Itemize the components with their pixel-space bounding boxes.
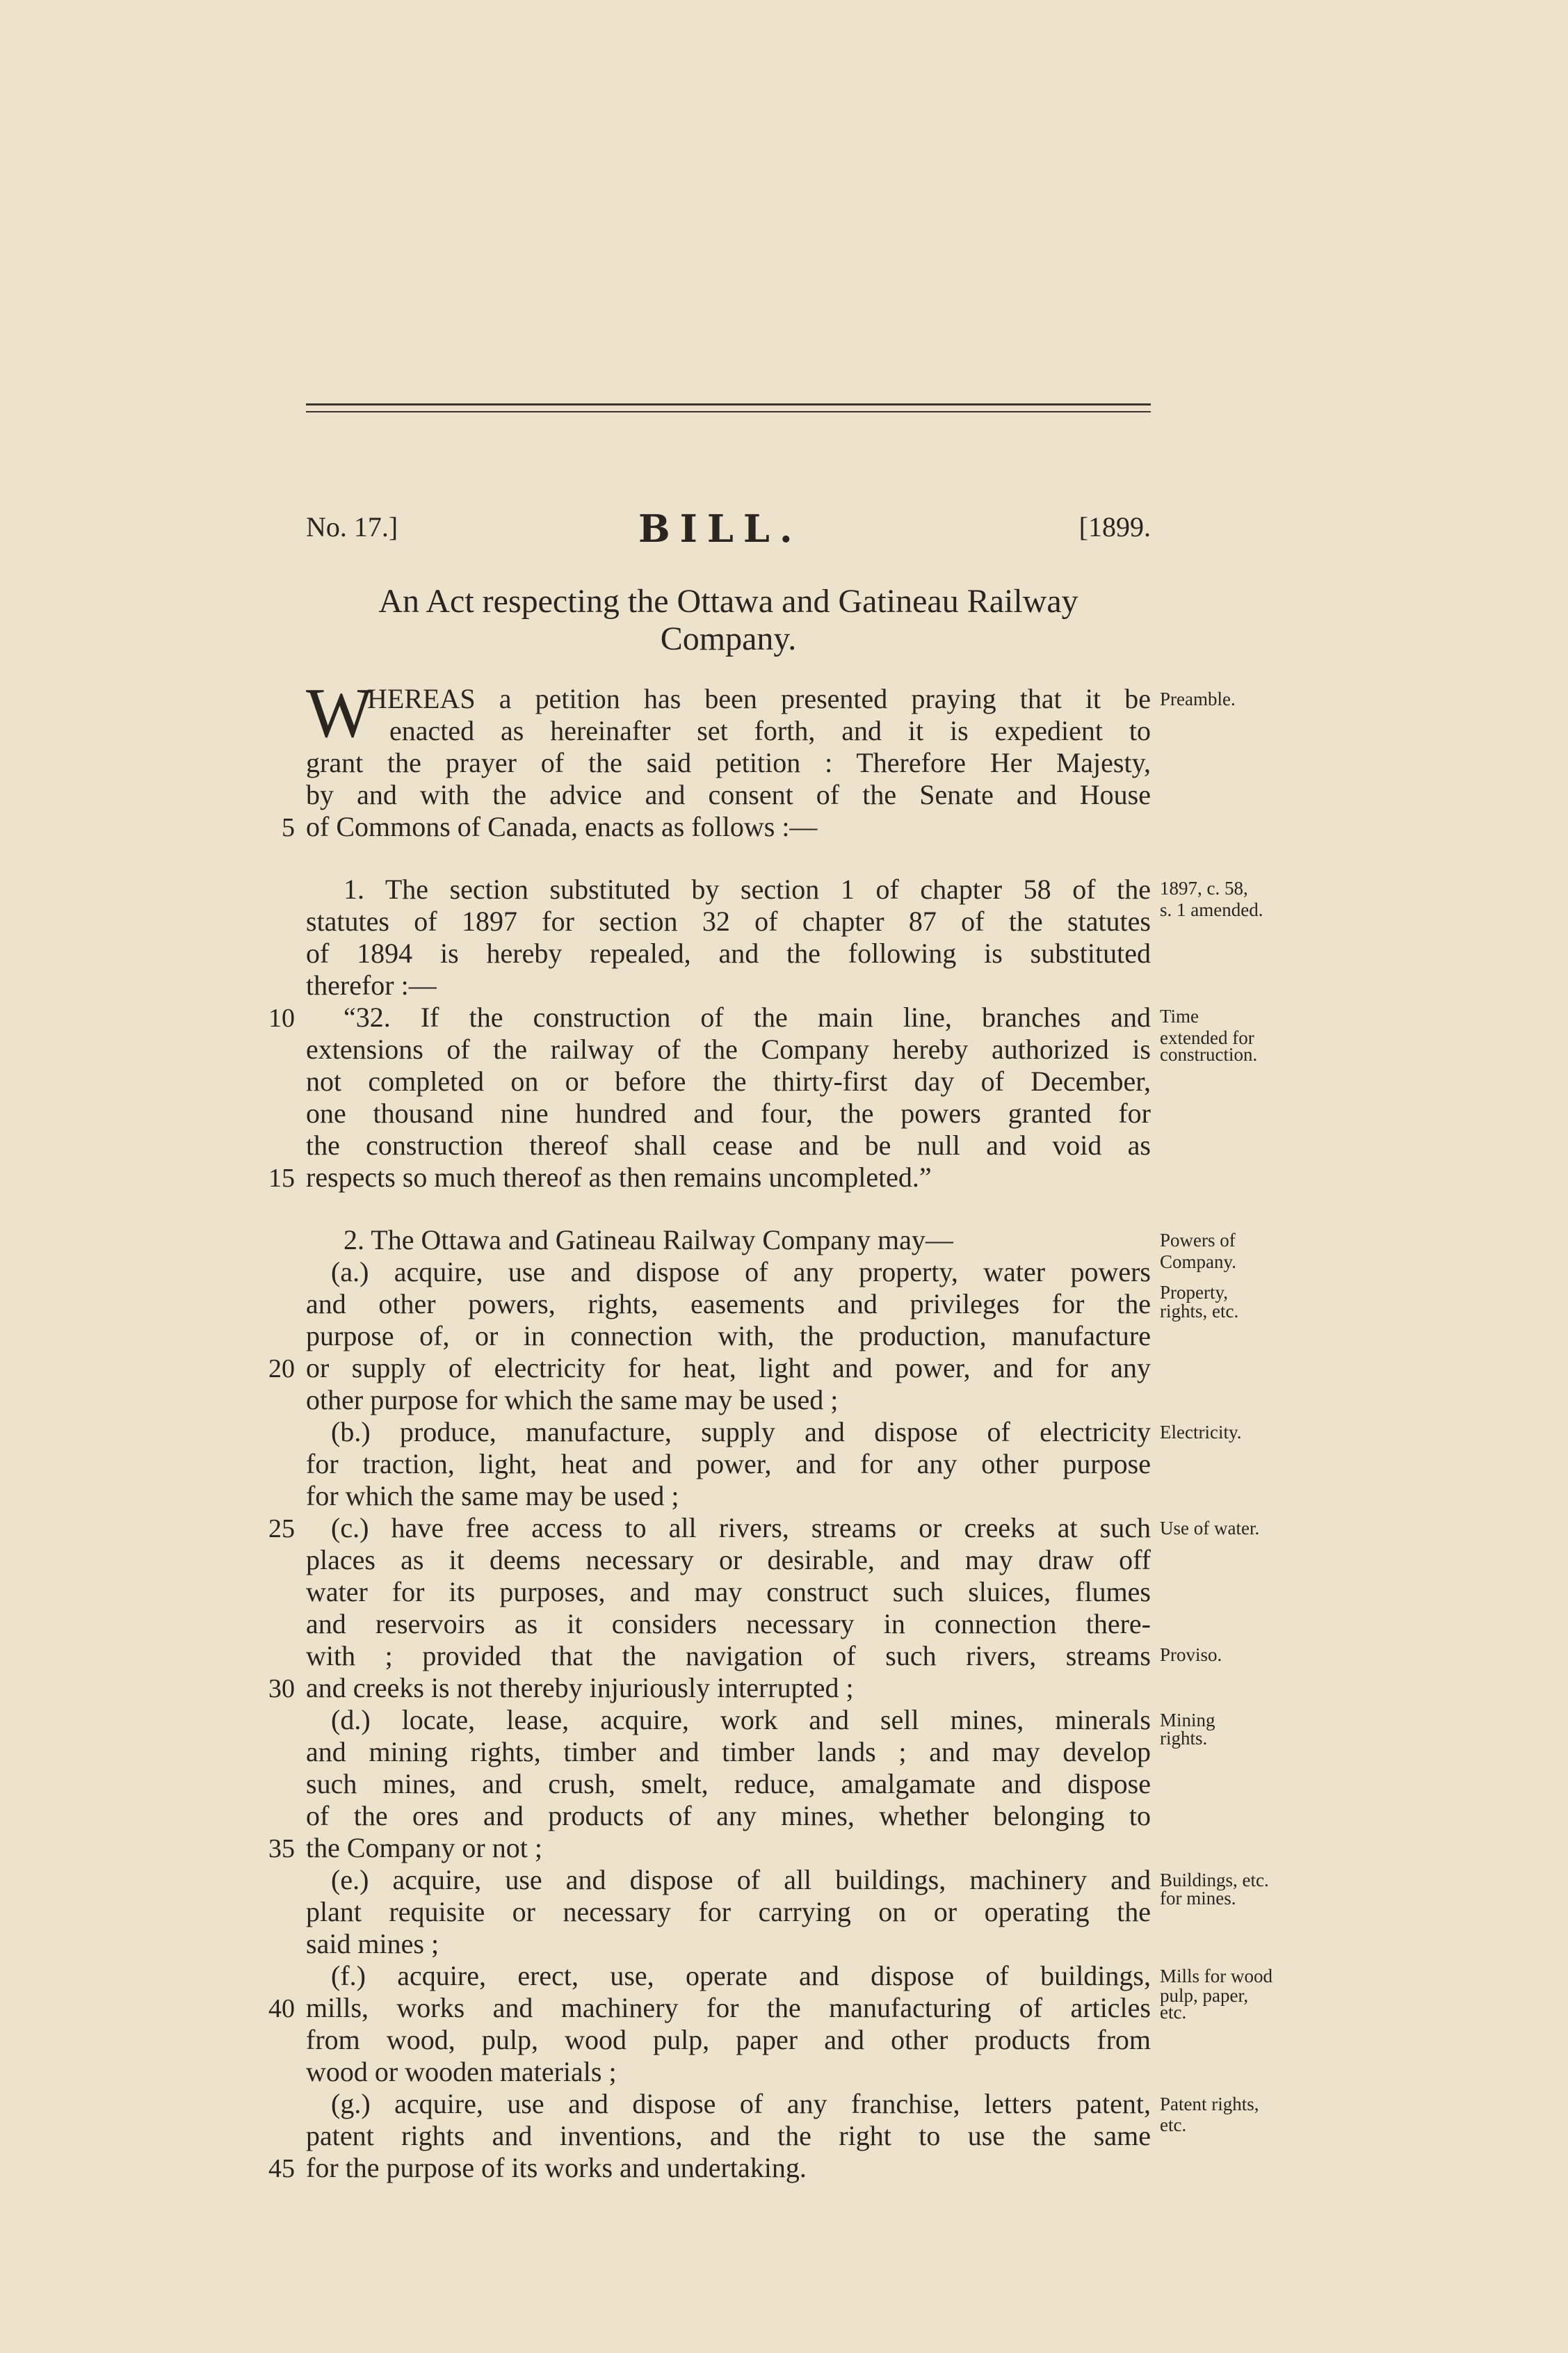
line-number: 5 [282,813,295,842]
text-line: “32. If the construction of the main line, branches and [343,1002,1151,1033]
margin-note: s. 1 amended. [1160,899,1263,920]
line-number: 10 [268,1004,295,1033]
text-line: with ; provided that the navigation of such rivers, streams [306,1640,1151,1671]
text-line: for which the same may be used ; [306,1480,679,1511]
text-line: purpose of, or in connection with, the production, manufacture [306,1320,1151,1351]
text-line: for traction, light, heat and power, and for any other purpose [306,1448,1151,1479]
text-line: patent rights and inventions, and the right to use the same [306,2120,1151,2151]
text-line: one thousand nine hundred and four, the powers granted for [306,1098,1151,1129]
text-line: grant the prayer of the said petition : Therefore Her Majesty, [306,747,1151,778]
text-line: statutes of 1897 for section 32 of chapter 87 of the statutes [306,906,1151,937]
bill-year: [1899. [1078,511,1151,543]
margin-note: Proviso. [1160,1644,1222,1665]
text-line: HEREAS a petition has been presented praying that it be [367,683,1151,714]
text-line: and reservoirs as it considers necessary in connection there- [306,1608,1151,1639]
margin-note: etc. [1160,2002,1187,2023]
margin-note: Time [1160,1006,1199,1027]
text-line: water for its purposes, and may construct such sluices, flumes [306,1576,1151,1607]
margin-note: Electricity. [1160,1422,1242,1443]
margin-note: Buildings, etc. [1160,1870,1269,1890]
text-line: from wood, pulp, wood pulp, paper and other products from [306,2024,1151,2055]
line-number: 45 [268,2154,295,2183]
bill-heading: BILL. [638,506,802,551]
text-line: 2. The Ottawa and Gatineau Railway Company may— [343,1224,953,1255]
title-line-1: An Act respecting the Ottawa and Gatineau Railway [378,583,1078,620]
margin-note: Use of water. [1160,1518,1260,1539]
text-line: other purpose for which the same may be used ; [306,1384,839,1415]
margin-note: for mines. [1160,1888,1236,1909]
text-line: (b.) produce, manufacture, supply and dispose of electricity [331,1416,1151,1447]
text-line: extensions of the railway of the Company hereby authorized is [306,1034,1151,1065]
margin-note: etc. [1160,2114,1187,2135]
margin-note: rights. [1160,1728,1208,1749]
title-line-2: Company. [660,620,797,657]
text-line: not completed on or before the thirty-first day of December, [306,1066,1151,1097]
text-line: by and with the advice and consent of the Senate and House [306,779,1151,810]
line-number: 40 [268,1994,295,2023]
text-line: and other powers, rights, easements and privileges for the [306,1288,1151,1319]
margin-note: Preamble. [1160,689,1236,709]
line-number: 25 [268,1514,295,1543]
text-line: places as it deems necessary or desirable, and may draw off [306,1544,1151,1575]
text-line: the Company or not ; [306,1832,542,1863]
line-number: 20 [268,1354,295,1383]
text-line: or supply of electricity for heat, light and power, and for any [306,1352,1151,1383]
text-line: such mines, and crush, smelt, reduce, amalgamate and dispose [306,1768,1151,1799]
text-line: (g.) acquire, use and dispose of any franchise, letters patent, [331,2088,1151,2119]
line-number: 35 [268,1834,295,1863]
margin-note: construction. [1160,1044,1258,1065]
text-line: 1. The section substituted by section 1 of chapter 58 of the [343,874,1151,905]
text-line: mills, works and machinery for the manufacturing of articles [306,1992,1151,2023]
bill-header [306,506,1151,552]
bill-title [306,583,1151,658]
margin-note: rights, etc. [1160,1301,1239,1322]
margin-note: pulp, paper, [1160,1985,1249,2006]
margin-note: Mills for wood [1160,1966,1272,1986]
margin-note: 1897, c. 58, [1160,878,1248,899]
text-line: and mining rights, timber and timber lands ; and may develop [306,1736,1151,1767]
text-line: (c.) have free access to all rivers, streams or creeks at such [331,1512,1151,1543]
text-line: enacted as hereinafter set forth, and it is expedient to [389,715,1151,746]
text-line: (f.) acquire, erect, use, operate and dispose of buildings, [331,1960,1151,1991]
text-line: wood or wooden materials ; [306,2056,617,2087]
margin-note: Mining [1160,1710,1215,1730]
line-number: 15 [268,1164,295,1193]
text-line: respects so much thereof as then remains uncompleted.” [306,1162,932,1193]
text-line: of 1894 is hereby repealed, and the following is substituted [306,938,1151,969]
text-line: therefor :— [306,970,437,1001]
text-line: (d.) locate, lease, acquire, work and sell mines, minerals [331,1704,1151,1735]
drop-cap: W [306,674,373,753]
line-number: 30 [268,1674,295,1703]
margin-note: Patent rights, [1160,2094,1259,2114]
margin-note: Company. [1160,1251,1236,1272]
margin-note: Powers of [1160,1230,1236,1251]
text-line: of Commons of Canada, enacts as follows :— [306,811,818,842]
text-line: for the purpose of its works and undertaking. [306,2152,807,2183]
text-line: (a.) acquire, use and dispose of any property, water powers [331,1256,1151,1287]
text-line: (e.) acquire, use and dispose of all buildings, machinery and [331,1864,1151,1895]
text-line: the construction thereof shall cease and be null and void as [306,1130,1151,1161]
text-line: said mines ; [306,1928,439,1959]
bill-number: No. 17.] [306,511,398,543]
top-rule [306,403,1151,405]
text-line: plant requisite or necessary for carrying on or operating the [306,1896,1151,1927]
text-line: of the ores and products of any mines, whether belonging to [306,1800,1151,1831]
margin-note: Property, [1160,1282,1228,1303]
margin-note: extended for [1160,1027,1254,1048]
text-line: and creeks is not thereby injuriously interrupted ; [306,1672,854,1703]
top-rule-thin [306,411,1151,412]
